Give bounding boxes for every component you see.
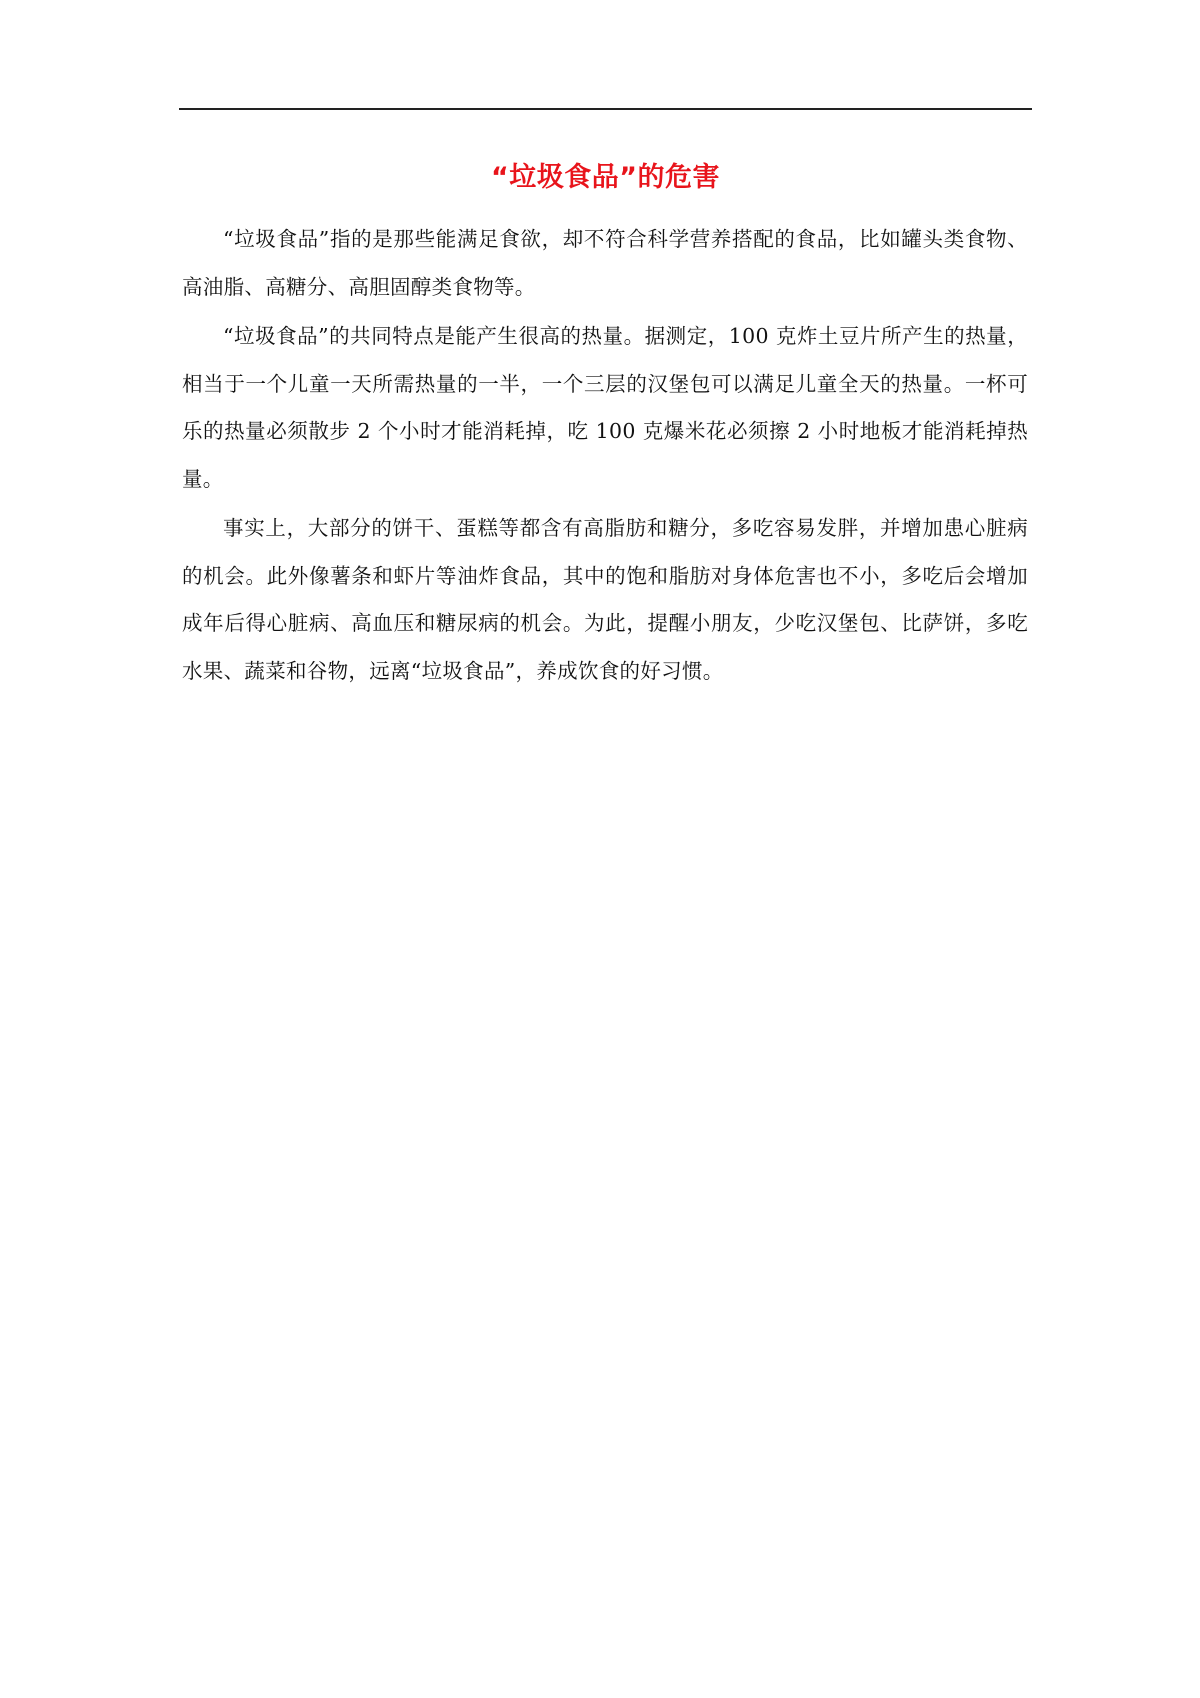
document-body: [182, 216, 1028, 697]
paragraph-3: 事实上，大部分的饼干、蛋糕等都含有高脂肪和糖分，多吃容易发胖，并增加患心脏病的机会。此外像薯条和虾片等油炸食品，其中的饱和脂肪对身体危害也不小，多吃后会增加成年后得心脏病、高血压和糖尿病的机会。为此，提醒小朋友，少吃汉堡包、比萨饼，多吃水果、蔬菜和谷物，远离“垃圾食品”，养成饮食的好习惯。: [182, 516, 1028, 683]
document-title: “垃圾食品”的危害: [491, 162, 720, 193]
paragraph-1: “垃圾食品”指的是那些能满足食欲，却不符合科学营养搭配的食品，比如罐头类食物、高油脂、高糖分、高胆固醇类食物等。: [182, 227, 1028, 299]
paragraph-2: “垃圾食品”的共同特点是能产生很高的热量。据测定，100 克炸土豆片所产生的热量，相当于一个儿童一天所需热量的一半，一个三层的汉堡包可以满足儿童全天的热量。一杯可乐的热量必须散步 2 个小时才能消耗掉，吃 100 克爆米花必须擦 2 小时地板才能消耗掉热量。: [182, 324, 1028, 491]
header-rule: [179, 108, 1032, 110]
